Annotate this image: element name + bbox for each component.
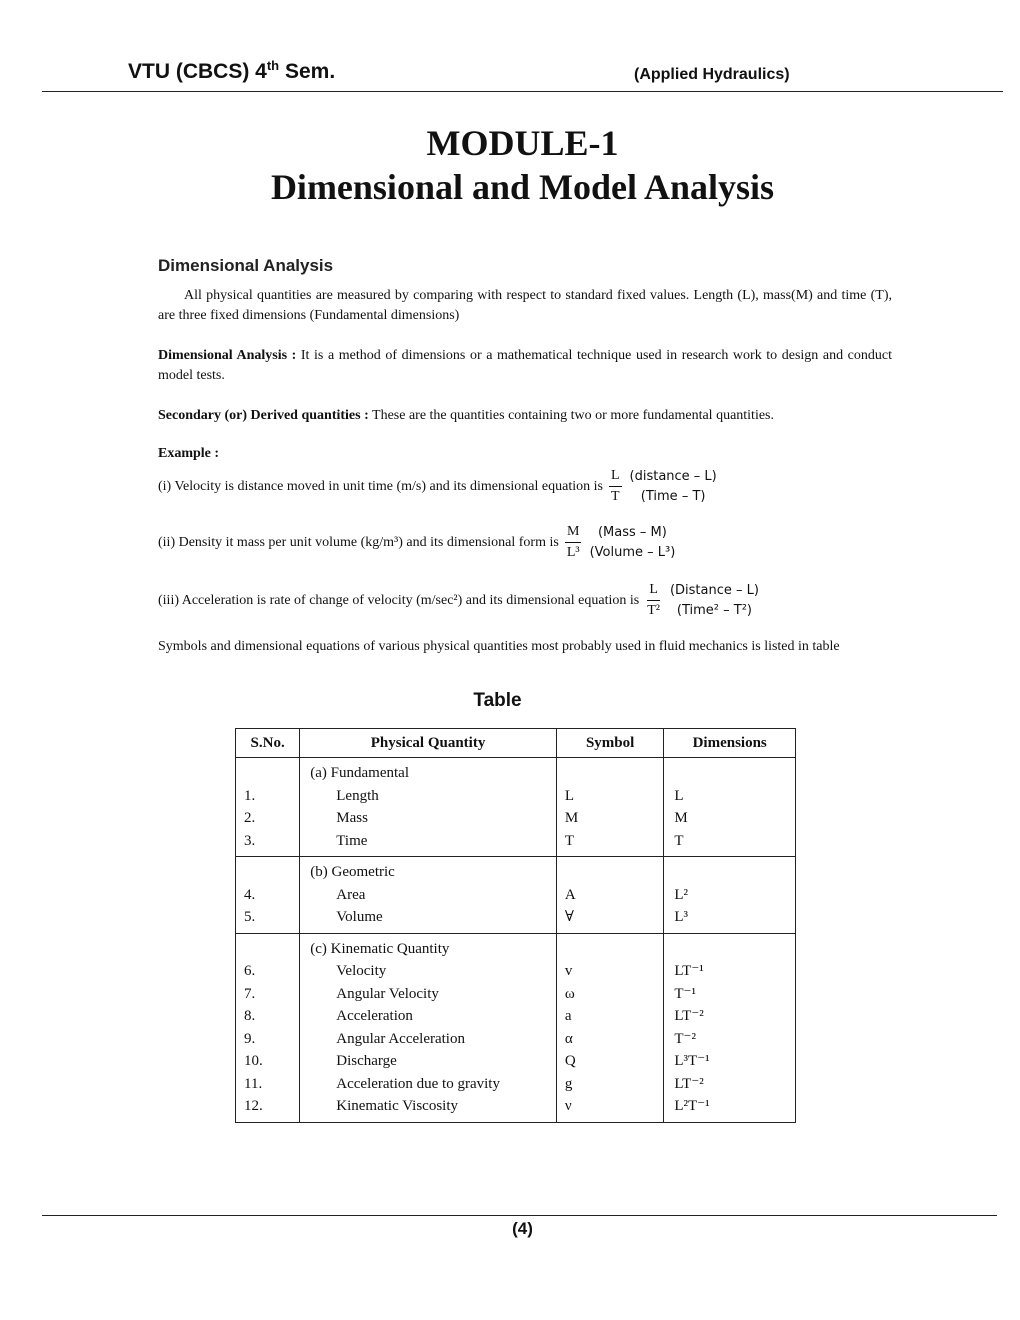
section-heading: Dimensional Analysis — [158, 256, 334, 275]
example-label: Example : — [158, 446, 220, 461]
header-divider — [42, 91, 1003, 92]
example-acceleration: (iii) Acceleration is rate of change of velocity (m/sec²) and its dimensional equation is $\frac{L}{\text{T²}}$ (Distance – L) (Time² – T²) — [158, 580, 761, 621]
fraction-description: (distance – L) (Time – T) — [629, 468, 717, 504]
example-velocity: (i) Velocity is distance moved in unit time (m/s) and its dimensional equation is $\frac{L}{T}$ (distance – L) (Time – T) — [158, 466, 719, 507]
fraction-description: (Distance – L) (Time² – T²) — [669, 582, 759, 618]
header-dimensions: Dimensions — [664, 729, 796, 758]
module-title: MODULE-1 — [426, 123, 619, 163]
table-group-fundamental — [236, 758, 796, 857]
fraction: $\frac{L}{\text{T²}}$ — [647, 582, 660, 618]
sno-cell: 6. 7. 8. 9. 10. 11. 12. — [236, 933, 300, 1122]
sno-cell: 4. 5. — [236, 857, 300, 934]
derived-quantities-definition: Secondary (or) Derived quantities : These are the quantities containing two or more fundamental quantities. — [158, 408, 774, 423]
table-title: Table — [473, 690, 522, 711]
symbol-cell: A ∀ — [556, 857, 664, 934]
group-label: (c) Kinematic Quantity — [310, 940, 450, 957]
header-course: VTU (CBCS) 4th Sem. — [128, 58, 336, 83]
page-number: (4) — [512, 1219, 533, 1238]
fraction: $\frac{M}{\text{L³}}$ — [566, 524, 580, 560]
fraction-description: (Mass – M) (Volume – L³) — [589, 524, 676, 560]
header-subject: (Applied Hydraulics) — [634, 66, 790, 83]
dimensional-analysis-definition: Dimensional Analysis : It is a method of dimensions or a mathematical technique used in research work to design and conduct model tests. — [158, 348, 892, 383]
header-sno: S.No. — [236, 729, 300, 758]
symbols-paragraph: Symbols and dimensional equations of various physical quantities most probably used in fluid mechanics is listed in table — [158, 639, 840, 654]
dimensions-table — [235, 728, 796, 1123]
chapter-title: Dimensional and Model Analysis — [270, 167, 775, 207]
header-symbol: Symbol — [556, 729, 664, 758]
example-density: (ii) Density it mass per unit volume (kg/m³) and its dimensional form is $\frac{M}{\text{L³}}$ (Mass – M) (Volume – L³) — [158, 522, 677, 563]
symbol-cell: L M T — [556, 758, 664, 857]
symbol-cell: v ω a α Q g ν — [556, 933, 664, 1122]
sno-cell: 1. 2. 3. — [236, 758, 300, 857]
group-label: (a) Fundamental — [310, 765, 409, 781]
dimension-cell: LT⁻¹ T⁻¹ LT⁻² T⁻² L³T⁻¹ LT⁻² L²T⁻¹ — [664, 933, 796, 1122]
quantity-cell: (c) Kinematic Quantity Velocity Angular Velocity Acceleration Angular Acceleration Discharge Acceleration due to gravity Kinematic Viscosity — [300, 933, 557, 1122]
quantity-cell: (a) Fundamental Length Mass Time — [300, 758, 557, 857]
dimension-cell: L M T — [664, 758, 796, 857]
dimension-cell: L² L³ — [664, 857, 796, 934]
header-physical-quantity: Physical Quantity — [300, 729, 557, 758]
intro-paragraph: All physical quantities are measured by comparing with respect to standard fixed values. Length (L), mass(M) and time (T), are three fixed dimensions (Fundamental dimensions) — [158, 288, 892, 323]
group-label: (b) Geometric — [310, 864, 395, 880]
table-group-geometric — [236, 857, 796, 934]
quantity-cell: (b) Geometric Area Volume — [300, 857, 557, 934]
table-header-row — [236, 729, 796, 758]
fraction: $\frac{L}{T}$ — [610, 468, 620, 504]
footer-divider — [42, 1215, 997, 1216]
table-group-kinematic — [236, 933, 796, 1122]
